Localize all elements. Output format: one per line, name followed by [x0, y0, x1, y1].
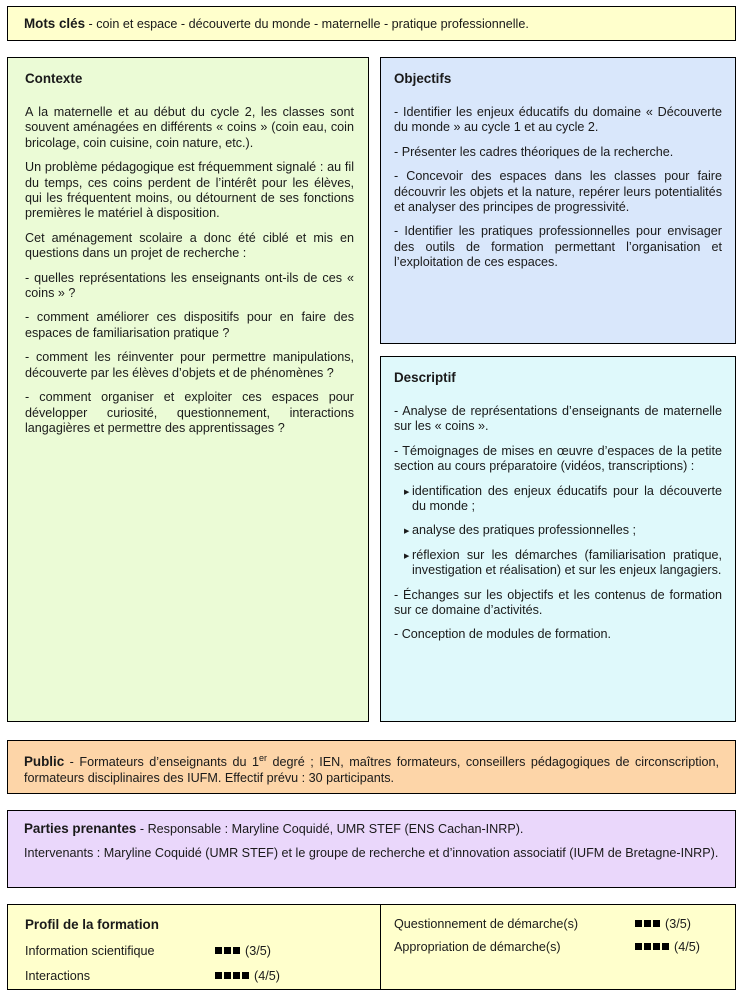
parties-box	[7, 810, 736, 888]
public-label: Public	[24, 754, 65, 770]
rating-square	[635, 920, 642, 927]
rating-square	[662, 943, 669, 950]
triangle-bullet-icon: ▶	[404, 528, 410, 536]
descriptif-title: Descriptif	[394, 370, 456, 385]
objectifs-title: Objectifs	[394, 71, 452, 86]
profil-row-score: (4/5)	[674, 940, 700, 954]
profil-title: Profil de la formation	[25, 917, 159, 932]
keywords-text: - coin et espace - découverte du monde - maternelle - pratique professionnelle.	[85, 17, 529, 31]
rating-squares	[635, 938, 671, 956]
keywords-box	[7, 6, 736, 41]
descriptif-subitem	[394, 484, 722, 524]
objectif-item: - Identifier les enjeux éducatifs du domaine « Découverte du monde » au cycle 1 et au cycle 2.	[394, 105, 722, 135]
contexte-question: - comment organiser et exploiter ces espaces pour développer curiosité, questionnement, interactions langagières et permettre des apprentissages ?	[25, 390, 354, 435]
profil-row-label: Appropriation de démarche(s)	[394, 940, 561, 954]
descriptif-box	[380, 356, 736, 722]
rating-square	[242, 972, 249, 979]
descriptif-item: - Échanges sur les objectifs et les contenus de formation sur ce domaine d’activités.	[394, 587, 722, 618]
objectifs-box	[380, 57, 736, 344]
rating-squares	[215, 967, 251, 985]
public-text	[24, 751, 719, 786]
keywords-label: Mots clés	[24, 16, 86, 31]
contexte-question: - quelles représentations les enseignants ont-ils de ces « coins » ?	[25, 270, 354, 301]
rating-square	[644, 943, 651, 950]
rating-squares	[635, 915, 662, 933]
public-text-after: degré ; IEN, maîtres formateurs, conseillers pédagogiques de circonscription, formateurs disciplinaires des IUFM. Effectif prévu : 30 participants.	[24, 755, 719, 785]
parties-label: Parties prenantes	[24, 821, 137, 836]
rating-square	[653, 920, 660, 927]
contexte-question: - comment les réinventer pour permettre manipulations, découverte par les élèves d’objets et de phénomènes ?	[25, 350, 354, 380]
descriptif-subitem-text: analyse des pratiques professionnelles ;	[412, 523, 637, 538]
rating-square	[215, 947, 222, 954]
objectif-item: - Présenter les cadres théoriques de la recherche.	[394, 144, 674, 159]
rating-square	[224, 972, 231, 979]
profil-row	[25, 967, 280, 985]
parties-responsable	[24, 821, 719, 837]
objectif-item: - Identifier les pratiques professionnelles pour envisager des outils de formation permettant l’organisation et l’exploitation de ces espaces.	[394, 224, 722, 270]
rating-square	[635, 943, 642, 950]
descriptif-subitem	[394, 548, 722, 588]
profil-row-score: (3/5)	[665, 917, 691, 931]
rating-square	[233, 947, 240, 954]
contexte-box	[7, 57, 369, 722]
descriptif-item: - Conception de modules de formation.	[394, 627, 612, 642]
profil-row	[394, 915, 691, 933]
rating-square	[644, 920, 651, 927]
profil-row-label: Interactions	[25, 969, 91, 983]
profil-divider	[380, 905, 381, 989]
contexte-paragraph: Un problème pédagogique est fréquemment signalé : au fil du temps, ces coins perdent de l’intérêt pour les élèves, qui les fréquentent moins, ou détournent de ses fonctions premières le matériel à disposition.	[25, 160, 354, 221]
profil-row-score: (3/5)	[245, 944, 271, 958]
descriptif-subitem	[394, 523, 722, 547]
contexte-question: - comment améliorer ces dispositifs pour en faire des espaces de familiarisation pratique ?	[25, 310, 354, 340]
profil-row-label: Information scientifique	[25, 944, 155, 958]
rating-square	[653, 943, 660, 950]
triangle-bullet-icon: ▶	[404, 488, 410, 496]
triangle-bullet-icon: ▶	[404, 552, 410, 560]
profil-row	[394, 938, 700, 956]
profil-row	[25, 942, 271, 960]
profil-box	[7, 904, 736, 990]
descriptif-item: - Témoignages de mises en œuvre d’espaces de la petite section au cours préparatoire (vidéos, transcriptions) :	[394, 443, 722, 474]
parties-intervenants: Intervenants : Maryline Coquidé (UMR STEF) et le groupe de recherche et d’innovation associatif (IUFM de Bretagne-INRP).	[24, 846, 719, 861]
profil-row-label: Questionnement de démarche(s)	[394, 917, 579, 931]
descriptif-subitem-text: réflexion sur les démarches (familiarisation pratique, investigation et réalisation) et sur les enjeux langagiers.	[412, 547, 722, 578]
contexte-paragraph: A la maternelle et au début du cycle 2, les classes sont souvent aménagées en différents « coins » (coin eau, coin bricolage, coin cuisine, coin nature, etc.).	[25, 105, 354, 150]
contexte-title: Contexte	[25, 71, 83, 86]
profil-row-score: (4/5)	[254, 969, 280, 983]
parties-text: - Responsable : Maryline Coquidé, UMR STEF (ENS Cachan-INRP).	[136, 822, 524, 836]
rating-square	[224, 947, 231, 954]
objectif-item: - Concevoir des espaces dans les classes pour faire découvrir les objets et la nature, repérer leurs potentialités et analyser des principes de progressivité.	[394, 169, 722, 215]
rating-square	[215, 972, 222, 979]
descriptif-item: - Analyse de représentations d’enseignants de maternelle sur les « coins ».	[394, 404, 722, 434]
public-box	[7, 740, 736, 794]
public-text-before: - Formateurs d’enseignants du 1	[64, 755, 259, 770]
rating-squares	[215, 942, 242, 960]
contexte-paragraph: Cet aménagement scolaire a donc été ciblé et mis en questions dans un projet de recherche :	[25, 230, 354, 261]
rating-square	[233, 972, 240, 979]
descriptif-subitem-text: identification des enjeux éducatifs pour la découverte du monde ;	[412, 483, 722, 514]
public-superscript: er	[259, 753, 268, 763]
